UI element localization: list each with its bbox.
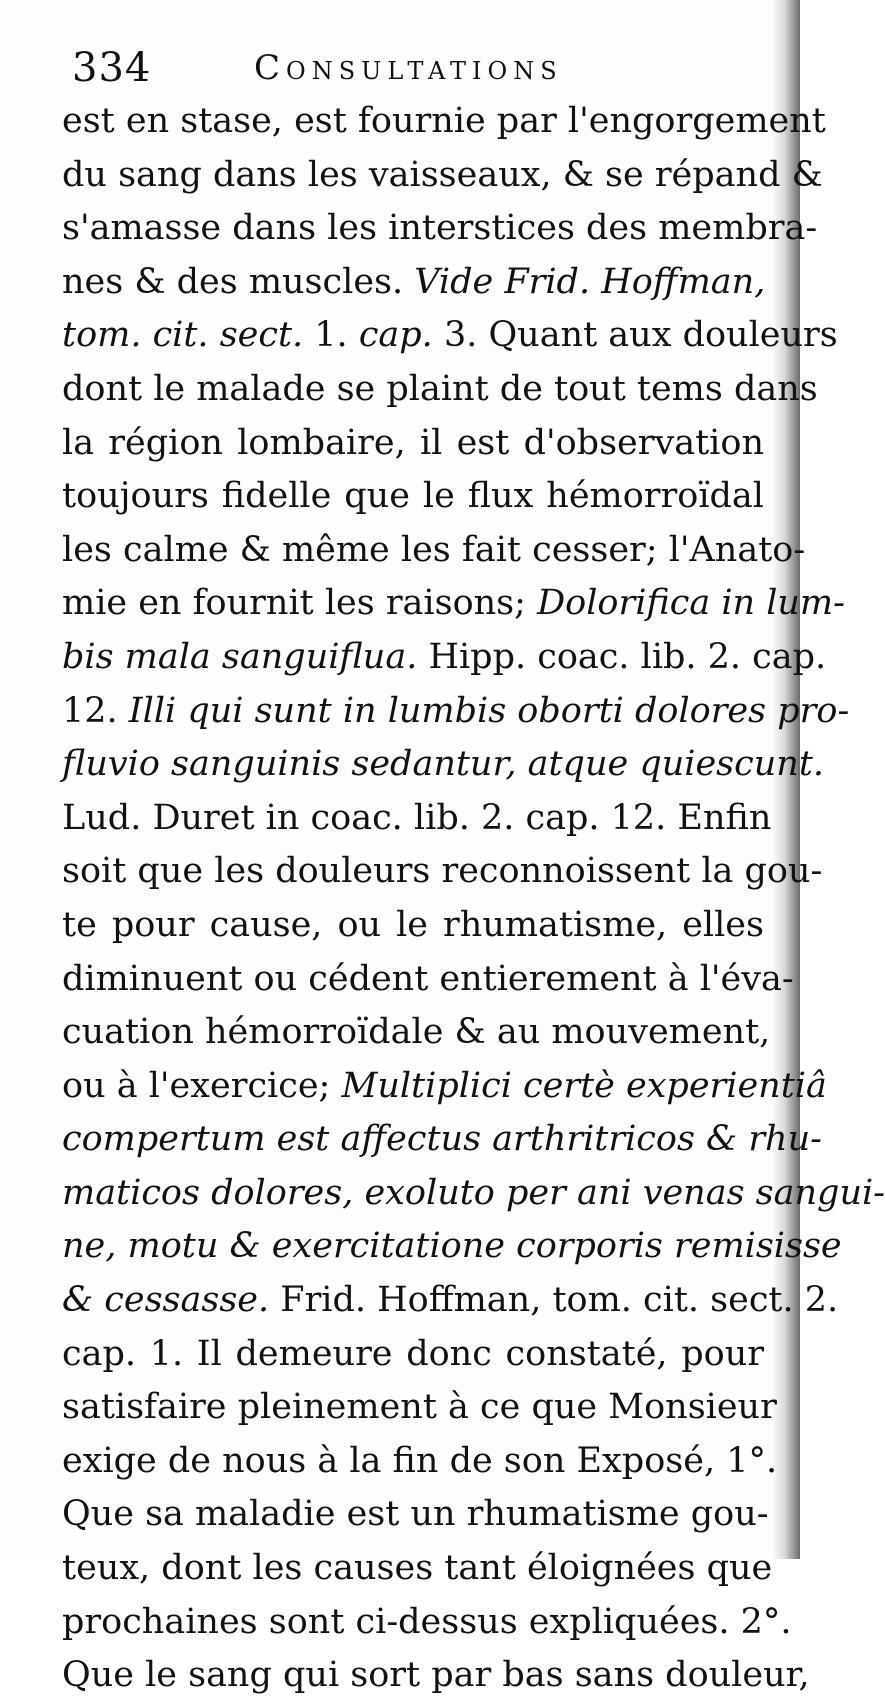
text-line [62, 1167, 885, 1221]
text-segment: prochaines sont ci-dessus expliquées. 2°. [62, 1601, 792, 1642]
text-segment: du sang dans les vaisseaux, & se répand & [62, 154, 823, 195]
text-segment: s'amasse dans les interstices des membra- [62, 208, 818, 249]
text-line [62, 524, 806, 578]
text-line [62, 1649, 810, 1703]
text-segment: teux, dont les causes tant éloignées que [62, 1548, 773, 1589]
text-line [62, 1006, 771, 1060]
text-line [62, 1274, 839, 1328]
text-segment: satisfaire pleinement à ce que Monsieur [62, 1387, 777, 1428]
text-line [62, 309, 838, 363]
text-line [62, 631, 827, 685]
text-segment: 1. [314, 315, 359, 356]
text-segment: Que sa maladie est un rhumatisme gou- [62, 1494, 769, 1535]
text-line [62, 1542, 773, 1596]
text-line [62, 1113, 822, 1167]
text-segment: cap. 1. Il demeure donc constaté, pour [62, 1333, 764, 1374]
italic-citation: cap. [358, 315, 444, 356]
text-segment: est en stase, est fournie par l'engorgement [62, 101, 826, 141]
italic-citation: fluvio sanguinis sedantur, atque quiescunt. [62, 744, 825, 785]
italic-citation: Multiplici certè experientiâ [341, 1065, 827, 1106]
text-segment: mie en fournit les raisons; [62, 583, 538, 624]
text-line [62, 95, 826, 149]
text-segment: Frid. Hoffman, tom. cit. sect. 2. [280, 1280, 839, 1321]
text-segment: la région lombaire, il est d'observation [62, 422, 764, 463]
text-line [62, 792, 772, 846]
text-line [62, 1328, 764, 1382]
text-line [62, 1596, 792, 1650]
text-line [62, 470, 764, 524]
text-segment: dont le malade se plaint de tout tems dans [62, 368, 818, 409]
text-segment: nes & des muscles. [62, 261, 415, 302]
text-segment: exige de nous à la fin de son Exposé, 1°. [62, 1440, 778, 1481]
text-segment: soit que les douleurs reconnoissent la gou- [62, 851, 823, 892]
italic-citation: ne, motu & exercitatione corporis remisisse [62, 1226, 842, 1267]
italic-citation: Illi qui sunt in lumbis oborti dolores pro- [128, 690, 850, 731]
text-line [62, 1060, 827, 1114]
text-segment: Hipp. coac. lib. 2. cap. [428, 636, 827, 677]
text-line [62, 1488, 769, 1542]
text-segment: 3. Quant aux douleurs [443, 315, 838, 356]
italic-citation: compertum est affectus arthritricos & rhu- [62, 1119, 822, 1160]
text-line [62, 738, 825, 792]
text-segment: toujours fidelle que le flux hémorroïdal [62, 476, 764, 517]
italic-citation: tom. cit. sect. [62, 315, 315, 356]
text-line [62, 1435, 778, 1489]
body-text [62, 95, 885, 1703]
text-line [62, 685, 850, 739]
text-line [62, 899, 764, 953]
text-line [62, 953, 794, 1007]
text-line [62, 149, 823, 203]
text-segment: ou à l'exercice; [62, 1065, 342, 1106]
page-header [72, 40, 762, 100]
italic-citation: & cessasse. [62, 1280, 281, 1321]
running-head: Consultations [254, 48, 563, 88]
text-segment: Lud. Duret in coac. lib. 2. cap. 12. Enfin [62, 797, 772, 838]
text-segment: diminuent ou cédent entierement à l'éva- [62, 958, 794, 999]
text-segment: les calme & même les fait cesser; l'Anato- [62, 529, 806, 570]
text-line [62, 577, 845, 631]
italic-citation: maticos dolores, exoluto per ani venas sangui- [62, 1172, 885, 1213]
text-line [62, 417, 764, 471]
page-number: 334 [72, 45, 152, 91]
italic-citation: Vide Frid. Hoffman, [414, 261, 766, 302]
text-line [62, 845, 823, 899]
text-segment: Que le sang qui sort par bas sans douleur, [62, 1655, 810, 1696]
text-segment: 12. [62, 690, 129, 731]
text-segment: cuation hémorroïdale & au mouvement, [62, 1012, 771, 1053]
text-line [62, 202, 818, 256]
text-line [62, 363, 818, 417]
text-line [62, 1381, 777, 1435]
text-line [62, 256, 764, 310]
text-segment: te pour cause, ou le rhumatisme, elles [62, 904, 764, 945]
text-line [62, 1220, 842, 1274]
italic-citation: bis mala sanguiflua. [62, 636, 429, 677]
italic-citation: Dolorifica in lum- [537, 583, 845, 624]
